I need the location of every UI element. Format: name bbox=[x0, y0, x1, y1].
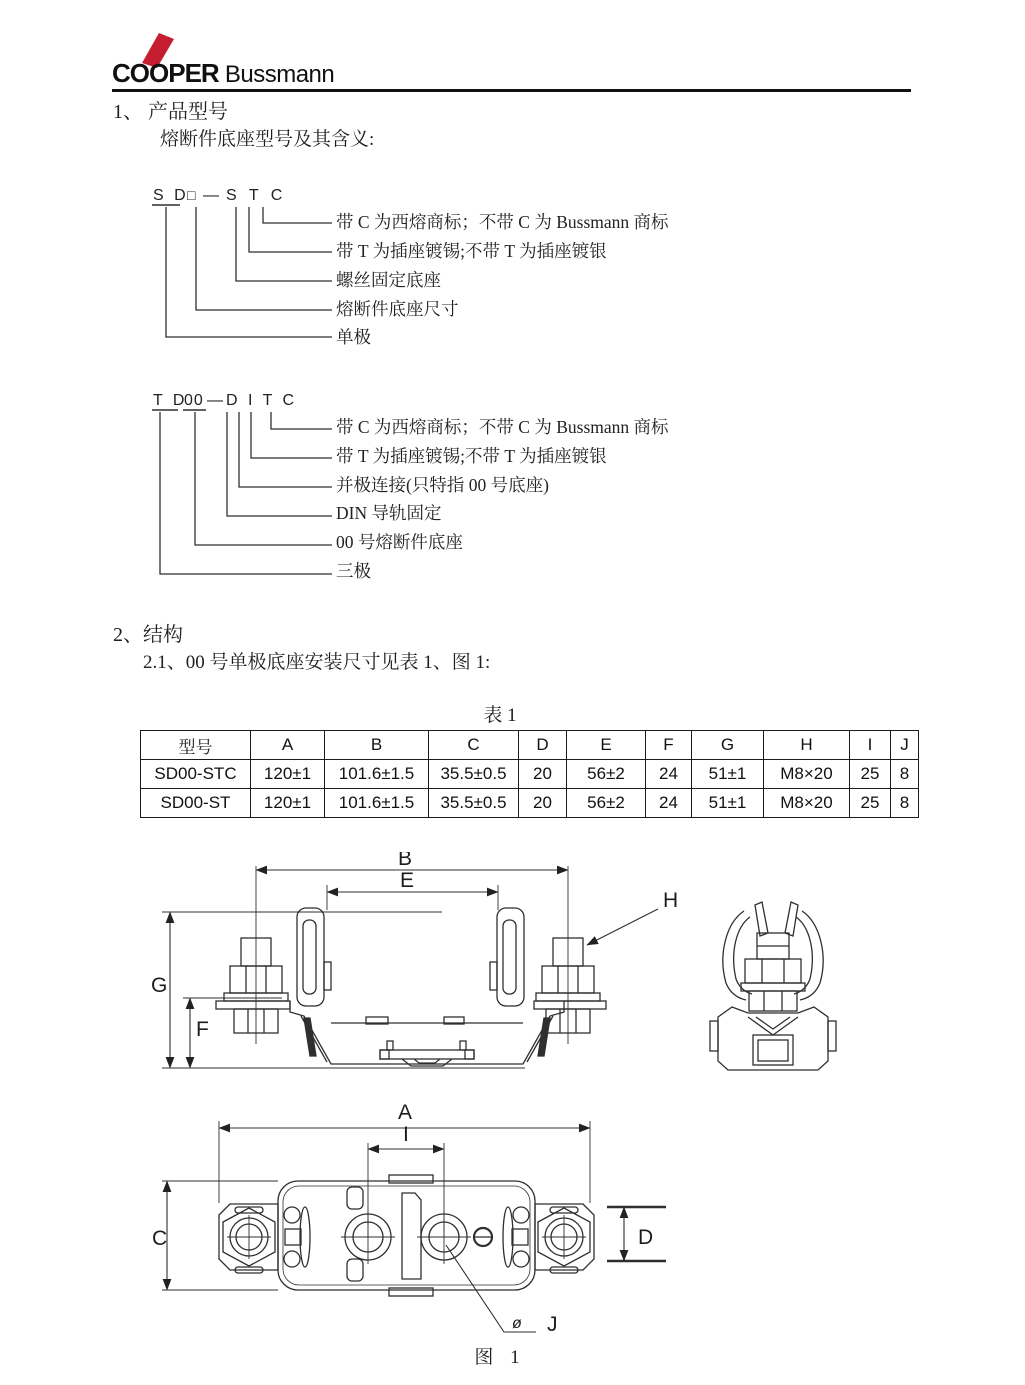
table-cell: 51±1 bbox=[692, 789, 764, 818]
table-cell: 24 bbox=[646, 760, 692, 789]
dim-label-i: I bbox=[403, 1123, 409, 1146]
table-header-cell: A bbox=[251, 731, 325, 760]
d1-label: 单极 bbox=[336, 327, 371, 347]
table-header-cell: C bbox=[429, 731, 519, 760]
table-cell: 20 bbox=[519, 789, 567, 818]
table-cell: SD00-ST bbox=[141, 789, 251, 818]
dim-label-d: D bbox=[638, 1226, 654, 1249]
dim-label-j: J bbox=[547, 1313, 558, 1336]
brand-cooper: COOPER bbox=[112, 58, 219, 88]
d1-tree-lines bbox=[166, 207, 332, 337]
table-header-cell: G bbox=[692, 731, 764, 760]
table-header-cell: B bbox=[325, 731, 429, 760]
brand-logo bbox=[112, 58, 334, 89]
d2-label: 带 C 为西熔商标；不带 C 为 Bussmann 商标 bbox=[336, 417, 669, 437]
table-row bbox=[141, 760, 919, 789]
model-code-diagram-1 bbox=[150, 183, 350, 358]
top-dim-lines bbox=[167, 1128, 666, 1332]
table-cell: 8 bbox=[891, 760, 919, 789]
d2-label: 三极 bbox=[336, 561, 371, 581]
table-cell: 51±1 bbox=[692, 760, 764, 789]
table-header-cell: E bbox=[567, 731, 646, 760]
table-header-cell: 型号 bbox=[141, 731, 251, 760]
brand-bussmann-text: Bussmann bbox=[224, 61, 335, 88]
table-cell: 56±2 bbox=[567, 789, 646, 818]
d2-label: 带 T 为插座镀锡;不带 T 为插座镀银 bbox=[336, 446, 607, 466]
d2-code-dash: — bbox=[207, 392, 226, 409]
d2-code-suffix: D I T C bbox=[226, 392, 298, 409]
figure-caption: 图 1 bbox=[474, 1347, 526, 1368]
table-header-cell: H bbox=[764, 731, 850, 760]
dim-label-h: H bbox=[663, 889, 679, 912]
d2-code-pole: T D bbox=[153, 392, 188, 409]
dim-label-b: B bbox=[398, 852, 413, 870]
section1-intro: 熔断件底座型号及其含义: bbox=[160, 129, 375, 150]
dim-label-e: E bbox=[400, 869, 415, 892]
table-cell: 120±1 bbox=[251, 789, 325, 818]
table-cell: 120±1 bbox=[251, 760, 325, 789]
section2-subheading: 2.1、00 号单极底座安装尺寸见表 1、图 1: bbox=[143, 652, 491, 673]
front-dim-lines bbox=[170, 870, 658, 1068]
side-view-drawing bbox=[700, 893, 850, 1093]
dim-label-g: G bbox=[151, 974, 168, 997]
section1-heading: 1、 产品型号 bbox=[113, 101, 228, 123]
d1-label: 带 C 为西熔商标；不带 C 为 Bussmann 商标 bbox=[336, 212, 669, 232]
d2-label: 并极连接(只特指 00 号底座) bbox=[336, 475, 549, 495]
table-header-cell: J bbox=[891, 731, 919, 760]
table-cell: 101.6±1.5 bbox=[325, 760, 429, 789]
dimension-table bbox=[140, 730, 919, 818]
table-cell: M8×20 bbox=[764, 789, 850, 818]
section2-heading: 2、结构 bbox=[113, 624, 183, 646]
table-row bbox=[141, 789, 919, 818]
table-caption: 表 1 bbox=[483, 705, 517, 726]
model-code-diagram-2 bbox=[150, 388, 350, 593]
dim-label-a: A bbox=[398, 1103, 413, 1124]
d1-code-suffix: S T C bbox=[226, 187, 287, 204]
table-header-cell: D bbox=[519, 731, 567, 760]
d2-label: 00 号熔断件底座 bbox=[336, 532, 463, 552]
d1-label: 熔断件底座尺寸 bbox=[336, 299, 459, 319]
diameter-symbol: ø bbox=[512, 1315, 522, 1332]
d1-code-pole: S D bbox=[153, 187, 189, 204]
front-fuse-clips bbox=[297, 908, 524, 1006]
top-body bbox=[219, 1175, 594, 1296]
d1-label: 螺丝固定底座 bbox=[336, 270, 441, 290]
table-cell: 101.6±1.5 bbox=[325, 789, 429, 818]
front-view-drawing bbox=[150, 852, 700, 1084]
d2-label: DIN 导轨固定 bbox=[336, 503, 442, 523]
d2-code-size: 00 bbox=[184, 392, 204, 409]
table-cell: 56±2 bbox=[567, 760, 646, 789]
header-rule bbox=[112, 89, 911, 92]
table-cell: SD00-STC bbox=[141, 760, 251, 789]
front-base-body bbox=[290, 1001, 564, 1066]
d1-label: 带 T 为插座镀锡;不带 T 为插座镀银 bbox=[336, 241, 607, 261]
dim-label-c: C bbox=[152, 1227, 168, 1250]
top-view-drawing bbox=[152, 1103, 672, 1343]
d1-code-dash: — bbox=[203, 187, 222, 204]
dim-label-f: F bbox=[196, 1018, 209, 1041]
table-cell: 8 bbox=[891, 789, 919, 818]
table-cell: 35.5±0.5 bbox=[429, 789, 519, 818]
table-header-cell: I bbox=[850, 731, 891, 760]
table-header-cell: F bbox=[646, 731, 692, 760]
table-header-row bbox=[141, 731, 919, 760]
table-cell: 25 bbox=[850, 789, 891, 818]
table-cell: 35.5±0.5 bbox=[429, 760, 519, 789]
table-cell: 24 bbox=[646, 789, 692, 818]
table-cell: 20 bbox=[519, 760, 567, 789]
d2-tree-lines bbox=[160, 412, 332, 574]
table-cell: 25 bbox=[850, 760, 891, 789]
table-cell: M8×20 bbox=[764, 760, 850, 789]
front-centerlines bbox=[162, 866, 568, 1068]
d1-code-size: □ bbox=[187, 187, 199, 203]
